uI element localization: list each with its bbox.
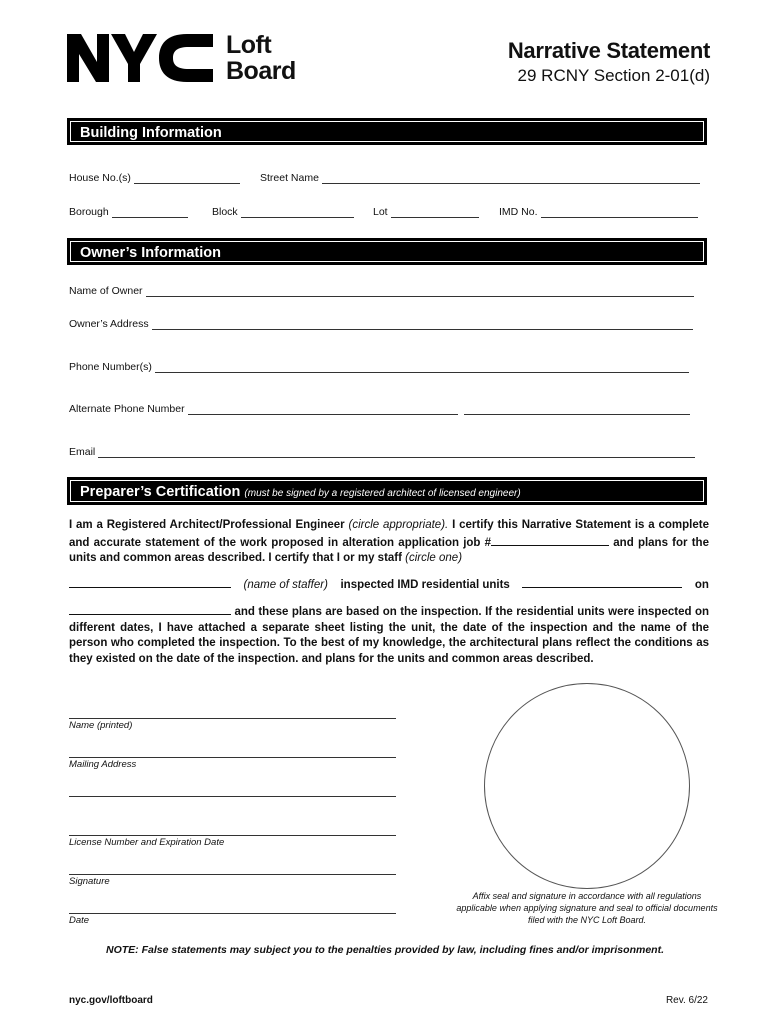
- date-line[interactable]: [69, 913, 396, 914]
- name-printed-line[interactable]: [69, 718, 396, 719]
- footer-url[interactable]: nyc.gov/loftboard: [69, 995, 153, 1006]
- phone-field[interactable]: Phone Number(s): [69, 361, 689, 373]
- signature-line[interactable]: [69, 874, 396, 875]
- document-title: Narrative Statement: [507, 38, 710, 63]
- false-statement-note: NOTE: False statements may subject you to the penalties provided by law, including fines and/or imprisonment.: [106, 944, 664, 956]
- preparer-cert-heading: Preparer’s Certification (must be signed by a registered architect of licensed engineer): [67, 477, 707, 505]
- mailing-address-line[interactable]: [69, 757, 396, 758]
- house-no-field[interactable]: House No.(s): [69, 172, 240, 184]
- license-line[interactable]: [69, 835, 396, 836]
- staffer-name-blank[interactable]: [69, 576, 231, 588]
- nyc-logo: [67, 32, 215, 84]
- signature-label: Signature: [69, 876, 110, 887]
- lot-field[interactable]: Lot: [373, 206, 479, 218]
- imd-no-field[interactable]: IMD No.: [499, 206, 698, 218]
- borough-field[interactable]: Borough: [69, 206, 188, 218]
- seal-instructions: Affix seal and signature in accordance with all regulations applicable when applying signature and seal to official documents filed with the NYC Loft Board.: [456, 891, 718, 925]
- document-subtitle: 29 RCNY Section 2-01(d): [517, 66, 710, 85]
- certification-paragraph-2: (name of staffer) inspected IMD residential units on: [69, 576, 709, 594]
- alt-phone-field[interactable]: Alternate Phone Number: [69, 403, 690, 415]
- date-label: Date: [69, 915, 90, 926]
- certification-paragraph-1: I am a Registered Architect/Professional Engineer (circle appropriate). I certify this Narrative Statement is a complete and accurate statement of the work proposed in alteration application job # and plans for the units and common areas described. I certify that I or my staff (circle one): [69, 519, 709, 564]
- mailing-address-line-2[interactable]: [69, 796, 396, 797]
- name-printed-label: Name (printed): [69, 720, 133, 731]
- job-number-blank[interactable]: [491, 534, 609, 546]
- units-blank[interactable]: [522, 576, 682, 588]
- inspection-date-blank[interactable]: [69, 603, 231, 615]
- block-field[interactable]: Block: [212, 206, 354, 218]
- street-name-field[interactable]: Street Name: [260, 172, 700, 184]
- owner-name-field[interactable]: Name of Owner: [69, 285, 694, 297]
- mailing-address-label: Mailing Address: [69, 759, 137, 770]
- certification-paragraph-3: and these plans are based on the inspection. If the residential units were inspected on different dates, I have attached a separate sheet listing the unit, the date of the inspection and the name of the person who completed the inspection. To the best of my knowledge, the architectural plans reflect the conditions as they existed on the date of the inspection. and plans for the units and common areas described.: [69, 603, 709, 667]
- owner-address-field[interactable]: Owner’s Address: [69, 318, 693, 330]
- license-label: License Number and Expiration Date: [69, 837, 225, 848]
- seal-circle[interactable]: [484, 683, 690, 889]
- building-info-heading: Building Information: [67, 118, 707, 145]
- owner-info-heading: Owner’s Information: [67, 238, 707, 265]
- email-field[interactable]: Email: [69, 446, 695, 458]
- footer-revision: Rev. 6/22: [665, 995, 708, 1006]
- loft-board-wordmark: Loft Board: [226, 31, 296, 85]
